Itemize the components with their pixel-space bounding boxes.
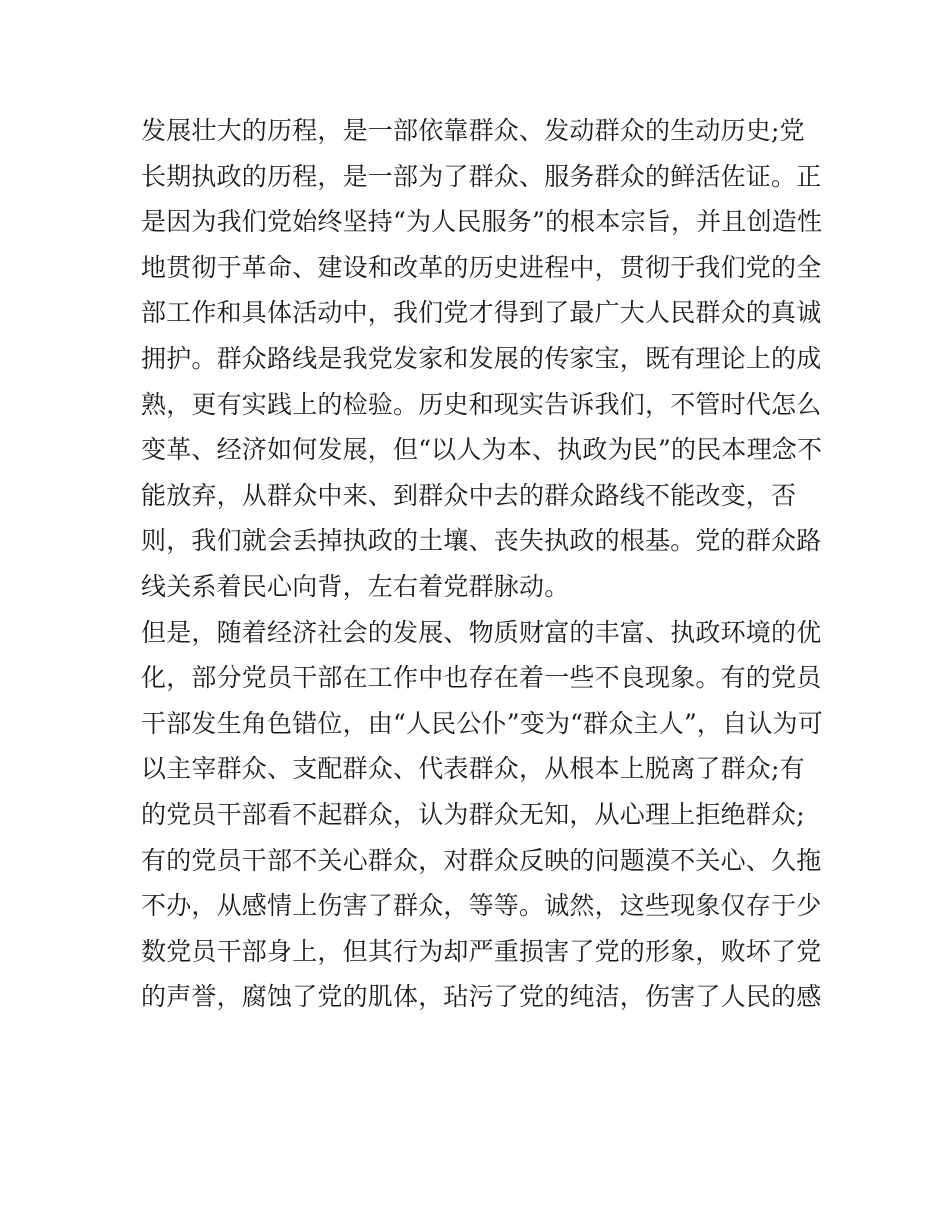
text-line-10: 则，我们就会丢掉执政的土壤、丧失执政的根基。党的群众路 [141, 526, 822, 556]
text-line-12: 但是，随着经济社会的发展、物质财富的丰富、执政环境的优 [141, 617, 822, 647]
text-line-8: 变革、经济如何发展，但“以人为本、执政为民”的民本理念不 [141, 435, 823, 465]
text-line-9: 能放弃，从群众中来、到群众中去的群众路线不能改变，否 [141, 480, 797, 510]
text-line-5: 部工作和具体活动中，我们党才得到了最广大人民群众的真诚 [141, 298, 822, 328]
text-line-17: 有的党员干部不关心群众，对群众反映的问题漠不关心、久拖 [141, 845, 822, 875]
text-line-6: 拥护。群众路线是我党发家和发展的传家宝，既有理论上的成 [141, 343, 822, 373]
text-line-7: 熟，更有实践上的检验。历史和现实告诉我们，不管时代怎么 [141, 389, 822, 419]
text-line-18: 不办，从感情上伤害了群众，等等。诚然，这些现象仅存于少 [141, 891, 822, 921]
text-line-15: 以主宰群众、支配群众、代表群众，从根本上脱离了群众;有 [141, 754, 805, 784]
text-line-20: 的声誉，腐蚀了党的肌体，玷污了党的纯洁，伤害了人民的感 [141, 982, 822, 1012]
document-body [141, 108, 821, 1020]
text-line-4: 地贯彻于革命、建设和改革的历史进程中，贯彻于我们党的全 [141, 252, 822, 282]
text-line-16: 的党员干部看不起群众，认为群众无知，从心理上拒绝群众; [141, 799, 805, 829]
text-line-3: 是因为我们党始终坚持“为人民服务”的根本宗旨，并且创造性 [141, 207, 823, 237]
text-line-2: 长期执政的历程，是一部为了群众、服务群众的鲜活佐证。正 [141, 161, 822, 191]
text-line-19: 数党员干部身上，但其行为却严重损害了党的形象，败坏了党 [141, 936, 822, 966]
text-line-11: 线关系着民心向背，左右着党群脉动。 [141, 571, 570, 601]
text-line-1: 发展壮大的历程，是一部依靠群众、发动群众的生动历史;党 [141, 116, 805, 145]
text-line-13: 化，部分党员干部在工作中也存在着一些不良现象。有的党员 [141, 663, 822, 693]
text-line-14: 干部发生角色错位，由“人民公仆”变为“群众主人”，自认为可 [141, 708, 823, 738]
